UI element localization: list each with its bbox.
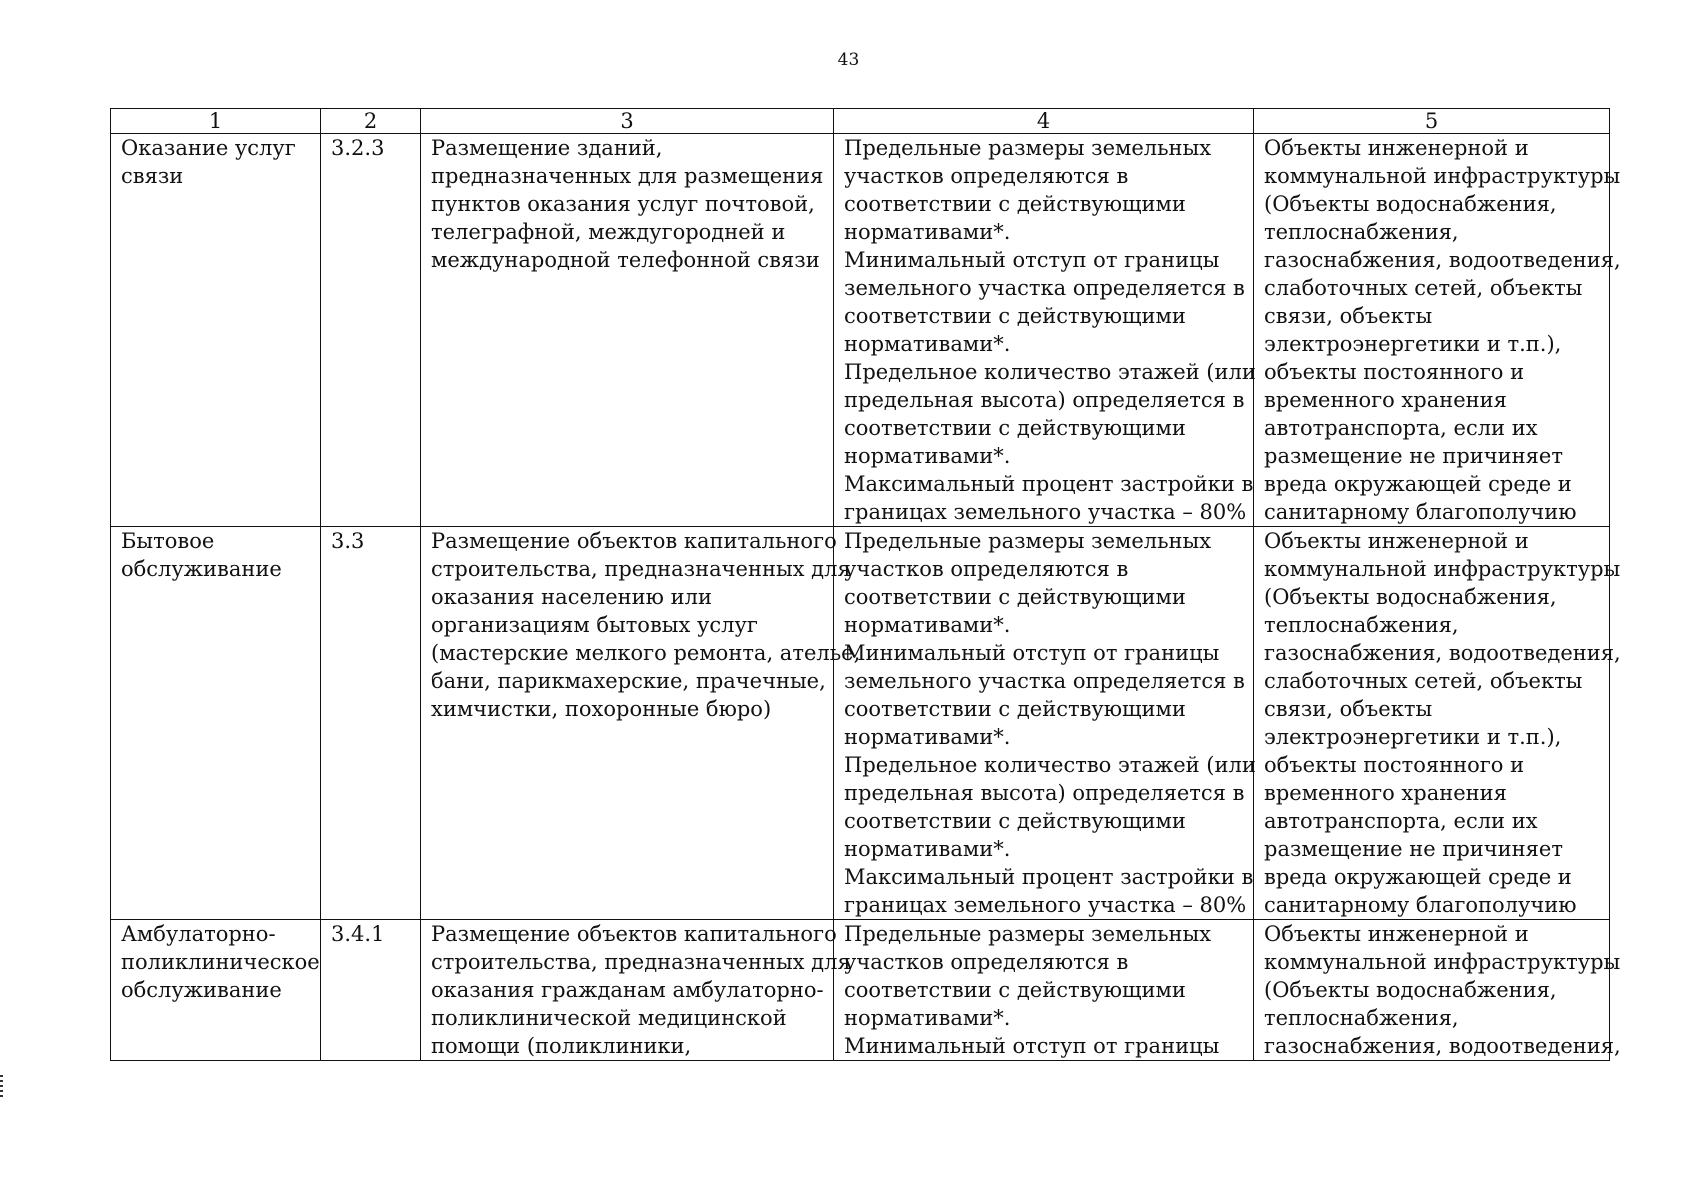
cell-text-line: Минимальный отступ от границы — [844, 248, 1220, 272]
cell-text-line: объекты постоянного и — [1264, 360, 1525, 384]
cell-text-line: Объекты инженерной и — [1264, 529, 1529, 553]
cell-text-line: санитарному благополучию — [1264, 893, 1577, 917]
cell-text-line: химчистки, похоронные бюро) — [431, 697, 772, 721]
cell-text-line: вреда окружающей среде и — [1264, 472, 1572, 496]
cell-text-line: размещение не причиняет — [1264, 837, 1563, 861]
cell-text-line: соответствии с действующими — [844, 416, 1186, 440]
cell-text-line: поликлинической медицинской — [431, 1006, 787, 1030]
use-description-cell — [421, 920, 851, 1061]
use-type-code-cell — [321, 920, 421, 1061]
use-type-code-cell — [321, 134, 421, 527]
cell-text-line: связи, объекты — [1264, 697, 1433, 721]
scan-artifact — [0, 1075, 3, 1097]
cell-text-line: электроэнергетики и т.п.), — [1264, 332, 1562, 356]
cell-text-line: коммунальной инфраструктуры — [1264, 557, 1621, 581]
use-description-cell — [421, 134, 834, 527]
cell-text-line: теплоснабжения, — [1264, 1006, 1459, 1030]
cell-text-line: Объекты инженерной и — [1264, 922, 1529, 946]
cell-text-line: автотранспорта, если их — [1264, 416, 1538, 440]
header-col-4: 4 — [834, 109, 1254, 134]
use-type-name-cell — [111, 134, 321, 527]
cell-text-line: соответствии с действующими — [844, 585, 1186, 609]
cell-text-line: Минимальный отступ от границы — [844, 1034, 1220, 1058]
cell-text-line: оказания гражданам амбулаторно- — [431, 978, 824, 1002]
cell-text-line: соответствии с действующими — [844, 697, 1186, 721]
cell-text-line: соответствии с действующими — [844, 978, 1186, 1002]
building-parameters-cell — [834, 920, 1254, 1061]
auxiliary-uses-cell — [1254, 920, 1621, 1061]
building-parameters-cell — [834, 527, 1254, 920]
land-use-table — [110, 108, 1621, 1061]
cell-text-line: Предельные размеры земельных — [844, 922, 1212, 946]
cell-text-line: соответствии с действующими — [844, 809, 1186, 833]
cell-text-line: организациям бытовых услуг — [431, 613, 758, 637]
cell-text-line: нормативами*. — [844, 332, 1011, 356]
cell-text-line: нормативами*. — [844, 613, 1011, 637]
cell-text-line: Размещение объектов капитального — [431, 922, 837, 946]
cell-text-line: Объекты инженерной и — [1264, 136, 1529, 160]
use-type-code-cell — [321, 527, 421, 920]
cell-text-line: телеграфной, междугородней и — [431, 220, 786, 244]
cell-text-line: 3.2.3 — [331, 136, 385, 160]
cell-text-line: нормативами*. — [844, 837, 1011, 861]
cell-text-line: обслуживание — [121, 978, 282, 1002]
cell-text-line: Максимальный процент застройки в — [844, 472, 1254, 496]
cell-text-line: предельная высота) определяется в — [844, 781, 1245, 805]
cell-text-line: Максимальный процент застройки в — [844, 865, 1254, 889]
cell-text-line: слаботочных сетей, объекты — [1264, 669, 1583, 693]
cell-text-line: Минимальный отступ от границы — [844, 641, 1220, 665]
cell-text-line: связи, объекты — [1264, 304, 1433, 328]
use-description-cell — [421, 527, 861, 920]
table-row — [111, 134, 1610, 527]
cell-text-line: (Объекты водоснабжения, — [1264, 192, 1557, 216]
cell-text-line: коммунальной инфраструктуры — [1264, 164, 1621, 188]
cell-text-line: Размещение зданий, — [431, 136, 663, 160]
cell-text-line: границах земельного участка – 80% — [844, 500, 1247, 524]
cell-text-line: соответствии с действующими — [844, 304, 1186, 328]
cell-text-line: пунктов оказания услуг почтовой, — [431, 192, 815, 216]
cell-text-line: нормативами*. — [844, 725, 1011, 749]
cell-text-line: слаботочных сетей, объекты — [1264, 276, 1583, 300]
cell-text-line: Оказание услуг — [121, 136, 296, 160]
cell-text-line: (Объекты водоснабжения, — [1264, 978, 1557, 1002]
cell-text-line: Бытовое — [121, 529, 215, 553]
cell-text-line: (мастерские мелкого ремонта, ателье, — [431, 641, 861, 665]
cell-text-line: обслуживание — [121, 557, 282, 581]
cell-text-line: нормативами*. — [844, 220, 1011, 244]
cell-text-line: Предельные размеры земельных — [844, 529, 1212, 553]
use-type-name-cell — [111, 920, 321, 1061]
cell-text-line: Амбулаторно- — [121, 922, 276, 946]
header-col-3: 3 — [421, 109, 834, 134]
cell-text-line: Предельное количество этажей (или — [844, 753, 1256, 777]
cell-text-line: оказания населению или — [431, 585, 712, 609]
auxiliary-uses-cell — [1254, 134, 1621, 527]
cell-text-line: участков определяются в — [844, 950, 1129, 974]
cell-text-line: вреда окружающей среде и — [1264, 865, 1572, 889]
cell-text-line: нормативами*. — [844, 1006, 1011, 1030]
cell-text-line: Предельные размеры земельных — [844, 136, 1212, 160]
cell-text-line: 3.3 — [331, 529, 365, 553]
table-body — [111, 134, 1621, 1061]
cell-text-line: размещение не причиняет — [1264, 444, 1563, 468]
cell-text-line: строительства, предназначенных для — [431, 950, 851, 974]
cell-text-line: коммунальной инфраструктуры — [1264, 950, 1621, 974]
use-type-name-cell — [111, 527, 321, 920]
cell-text-line: земельного участка определяется в — [844, 276, 1245, 300]
cell-text-line: предназначенных для размещения — [431, 164, 824, 188]
cell-text-line: земельного участка определяется в — [844, 669, 1245, 693]
cell-text-line: Предельное количество этажей (или — [844, 360, 1256, 384]
cell-text-line: электроэнергетики и т.п.), — [1264, 725, 1562, 749]
cell-text-line: поликлиническое — [121, 950, 320, 974]
header-col-1: 1 — [111, 109, 321, 134]
cell-text-line: временного хранения — [1264, 388, 1507, 412]
cell-text-line: участков определяются в — [844, 164, 1129, 188]
cell-text-line: бани, парикмахерские, прачечные, — [431, 669, 826, 693]
cell-text-line: Размещение объектов капитального — [431, 529, 837, 553]
cell-text-line: нормативами*. — [844, 444, 1011, 468]
page-number: 43 — [837, 50, 860, 70]
cell-text-line: газоснабжения, водоотведения, — [1264, 641, 1621, 665]
cell-text-line: международной телефонной связи — [431, 248, 820, 272]
cell-text-line: предельная высота) определяется в — [844, 388, 1245, 412]
cell-text-line: санитарному благополучию — [1264, 500, 1577, 524]
cell-text-line: соответствии с действующими — [844, 192, 1186, 216]
cell-text-line: объекты постоянного и — [1264, 753, 1525, 777]
cell-text-line: теплоснабжения, — [1264, 613, 1459, 637]
cell-text-line: теплоснабжения, — [1264, 220, 1459, 244]
cell-text-line: помощи (поликлиники, — [431, 1034, 692, 1058]
cell-text-line: участков определяются в — [844, 557, 1129, 581]
auxiliary-uses-cell — [1254, 527, 1621, 920]
table-row — [111, 920, 1610, 1061]
cell-text-line: (Объекты водоснабжения, — [1264, 585, 1557, 609]
cell-text-line: строительства, предназначенных для — [431, 557, 851, 581]
cell-text-line: временного хранения — [1264, 781, 1507, 805]
cell-text-line: газоснабжения, водоотведения, — [1264, 248, 1621, 272]
cell-text-line: автотранспорта, если их — [1264, 809, 1538, 833]
table-header-row — [111, 109, 1610, 134]
building-parameters-cell — [834, 134, 1254, 527]
table-row — [111, 527, 1610, 920]
header-col-2: 2 — [321, 109, 421, 134]
cell-text-line: 3.4.1 — [331, 922, 385, 946]
cell-text-line: связи — [121, 164, 184, 188]
header-col-5: 5 — [1254, 109, 1610, 134]
cell-text-line: границах земельного участка – 80% — [844, 893, 1247, 917]
cell-text-line: газоснабжения, водоотведения, — [1264, 1034, 1621, 1058]
